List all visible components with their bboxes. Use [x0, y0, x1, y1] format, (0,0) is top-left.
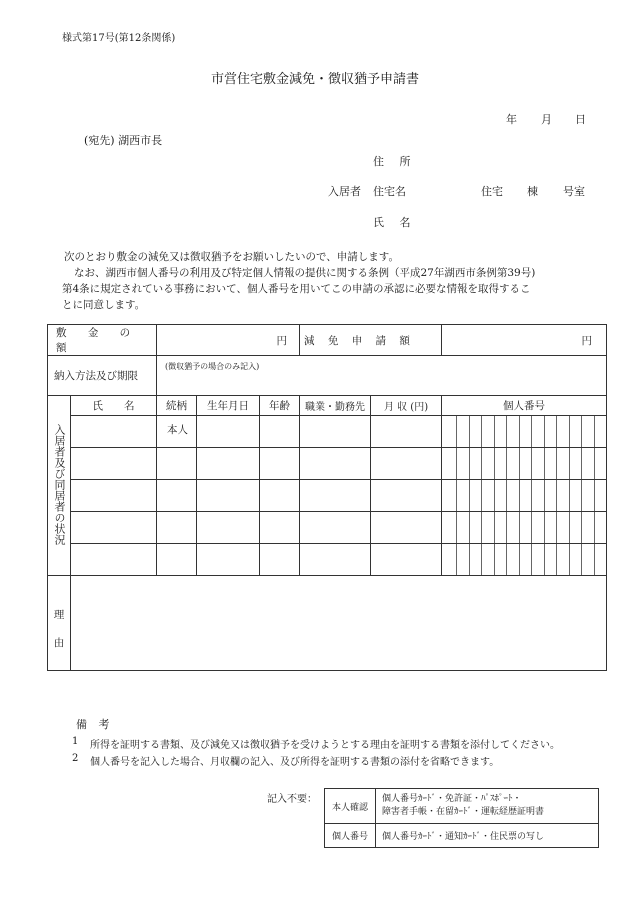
mynumber-digit-box[interactable] [456, 544, 469, 575]
mynumber-digit-box[interactable] [581, 416, 594, 447]
member-name-cell[interactable] [71, 480, 157, 512]
mynumber-digit-box[interactable] [494, 512, 507, 543]
mynumber-label-cell [325, 824, 376, 848]
note-1-number: 1 [72, 736, 79, 747]
mynumber-digit-boxes [456, 416, 606, 447]
deposit-label: 敷 金 の 額 [56, 327, 140, 354]
mynumber-digit-box[interactable] [469, 544, 482, 575]
mynumber-digit-box[interactable] [519, 544, 532, 575]
col-birth-text: 生年月日 [207, 400, 250, 412]
reduction-label: 減 免 申 請 額 [304, 334, 415, 347]
mynumber-digit-box[interactable] [544, 480, 557, 511]
mynumber-digit-box[interactable] [544, 448, 557, 479]
mynumber-digit-boxes [456, 480, 606, 511]
mynumber-digit-box[interactable] [556, 448, 569, 479]
reduction-amount-cell[interactable] [442, 325, 607, 356]
payment-value-cell[interactable] [157, 356, 607, 396]
intro-line-1: 次のとおり敷金の減免又は徴収猶予をお願いしたいので、申請します。 [64, 251, 399, 263]
member-age-cell[interactable] [260, 512, 300, 544]
housing-label: 住宅 [481, 185, 503, 198]
mynumber-digit-boxes [456, 512, 606, 543]
room-label: 号室 [563, 185, 585, 198]
mynumber-digit-box[interactable] [506, 448, 519, 479]
mynumber-digit-box[interactable] [481, 512, 494, 543]
date-year: 年 [506, 113, 517, 126]
identity-value-cell [376, 789, 599, 824]
identity-label: 本人確認 [331, 802, 368, 813]
member-name-cell[interactable] [71, 544, 157, 576]
deposit-label-cell [48, 325, 157, 356]
col-header-birth [197, 396, 260, 416]
mynumber-digit-box[interactable] [581, 448, 594, 479]
reduction-label-cell [300, 325, 442, 356]
mynumber-digit-box[interactable] [531, 544, 544, 575]
col-header-age [260, 396, 300, 416]
mynumber-digit-box[interactable] [481, 448, 494, 479]
mynumber-digit-box[interactable] [494, 544, 507, 575]
member-job-cell[interactable] [300, 480, 371, 512]
col-header-job [300, 396, 371, 416]
mynumber-digit-box[interactable] [556, 480, 569, 511]
member-job-cell[interactable] [300, 544, 371, 576]
col-income-text: 月 収 (円) [383, 402, 429, 413]
col-age-text: 年齢 [269, 400, 291, 412]
member-relation-cell[interactable] [157, 512, 197, 544]
mynumber-digit-box[interactable] [519, 448, 532, 479]
intro-line-2: なお、湖西市個人番号の利用及び特定個人情報の提供に関する条例（平成27年湖西市条例第39号) [74, 267, 536, 279]
member-income-cell[interactable] [371, 544, 442, 576]
mynumber-digit-box[interactable] [494, 448, 507, 479]
mynumber-digit-box[interactable] [594, 512, 607, 543]
mynumber-digit-box[interactable] [544, 512, 557, 543]
address-label: 住 所 [373, 155, 417, 168]
mynumber-digit-box[interactable] [469, 512, 482, 543]
mynumber-digit-box[interactable] [556, 512, 569, 543]
member-relation-cell[interactable] [157, 544, 197, 576]
mynumber-digit-box[interactable] [481, 544, 494, 575]
note-2: 個人番号を記入した場合、月収欄の記入、及び所得を証明する書類の添付を省略できます。 [90, 757, 500, 768]
mynumber-digit-box[interactable] [531, 448, 544, 479]
mynumber-label: 個人番号 [331, 832, 368, 842]
date-month: 月 [541, 113, 552, 126]
member-birth-cell[interactable] [197, 544, 260, 576]
col-header-mynumber [442, 396, 607, 416]
reason-input-cell[interactable] [71, 576, 607, 671]
member-relation-cell[interactable] [157, 448, 197, 480]
col-relation-text: 続柄 [166, 400, 188, 412]
member-mynumber-cell[interactable] [442, 448, 607, 480]
mynumber-digit-box[interactable] [531, 416, 544, 447]
mynumber-digit-box[interactable] [469, 480, 482, 511]
building-label: 棟 [527, 185, 538, 198]
member-birth-cell[interactable] [197, 480, 260, 512]
mynumber-digit-boxes [456, 544, 606, 575]
mynumber-digit-box[interactable] [519, 512, 532, 543]
mynumber-digit-box[interactable] [594, 416, 607, 447]
mynumber-digit-box[interactable] [581, 544, 594, 575]
addressee: (宛先) 湖西市長 [84, 134, 163, 147]
mynumber-digit-box[interactable] [569, 544, 582, 575]
deposit-amount-cell[interactable] [157, 325, 300, 356]
date-day: 日 [575, 113, 586, 126]
mynumber-digit-box[interactable] [506, 480, 519, 511]
mynumber-digit-box[interactable] [456, 416, 469, 447]
yen-unit: 円 [581, 334, 593, 347]
table-row [48, 416, 607, 448]
mynumber-digit-boxes [456, 448, 606, 479]
mynumber-digit-box[interactable] [469, 448, 482, 479]
col-mynumber-text: 個人番号 [503, 400, 546, 412]
mynumber-digit-box[interactable] [506, 416, 519, 447]
mynumber-digit-box[interactable] [481, 416, 494, 447]
member-job-cell[interactable] [300, 512, 371, 544]
col-name-text: 氏 名 [92, 400, 135, 412]
table-row [48, 544, 607, 576]
reason-label-cell [48, 576, 71, 671]
member-name-cell[interactable] [71, 416, 157, 448]
reason-label-1: 理 [53, 609, 65, 621]
note-2-number: 2 [72, 753, 79, 764]
member-mynumber-cell[interactable] [442, 416, 607, 448]
mynumber-digit-box[interactable] [456, 480, 469, 511]
identity-value-2: 障害者手帳・在留ｶｰﾄﾞ・運転経歴証明書 [382, 807, 545, 817]
member-age-cell[interactable] [260, 544, 300, 576]
payment-label: 納入方法及び期限 [54, 370, 138, 382]
table-row [48, 512, 607, 544]
member-name-cell[interactable] [71, 512, 157, 544]
section-label-cell [48, 396, 71, 576]
table-row [48, 448, 607, 480]
intro-line-4: とに同意します。 [62, 299, 146, 311]
table-row [48, 480, 607, 512]
mynumber-digit-box[interactable] [531, 480, 544, 511]
member-birth-cell[interactable] [197, 416, 260, 448]
identity-value-1: 個人番号ｶｰﾄﾞ・免許証・ﾊﾟｽﾎﾟｰﾄ・ [382, 794, 522, 804]
member-income-cell[interactable] [371, 480, 442, 512]
mynumber-digit-box[interactable] [469, 416, 482, 447]
mynumber-digit-box[interactable] [506, 544, 519, 575]
no-entry-label: 記入不要： [267, 794, 317, 805]
page-title: 市営住宅敷金減免・徴収猶予申請書 [210, 72, 419, 87]
mynumber-digit-box[interactable] [581, 512, 594, 543]
member-income-cell[interactable] [371, 512, 442, 544]
member-mynumber-cell[interactable] [442, 480, 607, 512]
member-age-cell[interactable] [260, 416, 300, 448]
mynumber-digit-box[interactable] [594, 448, 607, 479]
member-mynumber-cell[interactable] [442, 544, 607, 576]
mynumber-digit-box[interactable] [506, 512, 519, 543]
intro-line-3: 第4条に規定されている事務において、個人番号を用いてこの申請の承認に必要な情報を取得するこ [62, 283, 531, 295]
mynumber-digit-box[interactable] [581, 480, 594, 511]
office-use-table [324, 788, 599, 848]
col-header-relation [157, 396, 197, 416]
identity-label-cell [325, 789, 376, 824]
member-birth-cell[interactable] [197, 448, 260, 480]
mynumber-digit-box[interactable] [569, 480, 582, 511]
col-header-name [71, 396, 157, 416]
housing-name-label: 住宅名 [373, 185, 406, 198]
yen-unit: 円 [276, 334, 288, 347]
mynumber-digit-box[interactable] [569, 448, 582, 479]
mynumber-digit-box[interactable] [456, 512, 469, 543]
member-job-cell[interactable] [300, 448, 371, 480]
member-mynumber-cell[interactable] [442, 512, 607, 544]
member-age-cell[interactable] [260, 480, 300, 512]
col-header-income [371, 396, 442, 416]
resident-label: 入居者 [328, 185, 361, 198]
mynumber-digit-box[interactable] [519, 480, 532, 511]
member-relation-cell[interactable] [157, 416, 197, 448]
mynumber-digit-box[interactable] [456, 448, 469, 479]
member-relation-cell[interactable] [157, 480, 197, 512]
mynumber-digit-box[interactable] [531, 512, 544, 543]
mynumber-digit-box[interactable] [544, 416, 557, 447]
note-1: 所得を証明する書類、及び減免又は徴収猶予を受けようとする理由を証明する書類を添付してください。 [90, 740, 560, 751]
member-name-cell[interactable] [71, 448, 157, 480]
mynumber-digit-box[interactable] [569, 512, 582, 543]
mynumber-value-cell [376, 824, 599, 848]
name-label: 氏 名 [373, 216, 417, 229]
col-job-text: 職業・勤務先 [305, 402, 366, 413]
mynumber-digit-box[interactable] [494, 480, 507, 511]
member-income-cell[interactable] [371, 416, 442, 448]
payment-note: (徴収猶予の場合のみ記入) [165, 362, 260, 371]
mynumber-digit-box[interactable] [481, 480, 494, 511]
application-table [47, 324, 607, 671]
member-income-cell[interactable] [371, 448, 442, 480]
mynumber-value: 個人番号ｶｰﾄﾞ・通知ｶｰﾄﾞ・住民票の写し [382, 832, 545, 842]
mynumber-digit-box[interactable] [544, 544, 557, 575]
mynumber-digit-box[interactable] [594, 544, 607, 575]
relation-self: 本人 [167, 424, 189, 436]
mynumber-digit-box[interactable] [519, 416, 532, 447]
mynumber-digit-box[interactable] [569, 416, 582, 447]
payment-label-cell [48, 356, 157, 396]
form-number: 様式第17号(第12条関係) [62, 33, 176, 44]
member-job-cell[interactable] [300, 416, 371, 448]
reason-label-2: 由 [53, 637, 65, 649]
mynumber-digit-box[interactable] [556, 544, 569, 575]
mynumber-digit-box[interactable] [494, 416, 507, 447]
section-label: 入居者及び同居者の状況 [53, 423, 66, 545]
member-birth-cell[interactable] [197, 512, 260, 544]
member-age-cell[interactable] [260, 448, 300, 480]
notes-heading: 備 考 [76, 718, 114, 731]
mynumber-digit-box[interactable] [594, 480, 607, 511]
mynumber-digit-box[interactable] [556, 416, 569, 447]
